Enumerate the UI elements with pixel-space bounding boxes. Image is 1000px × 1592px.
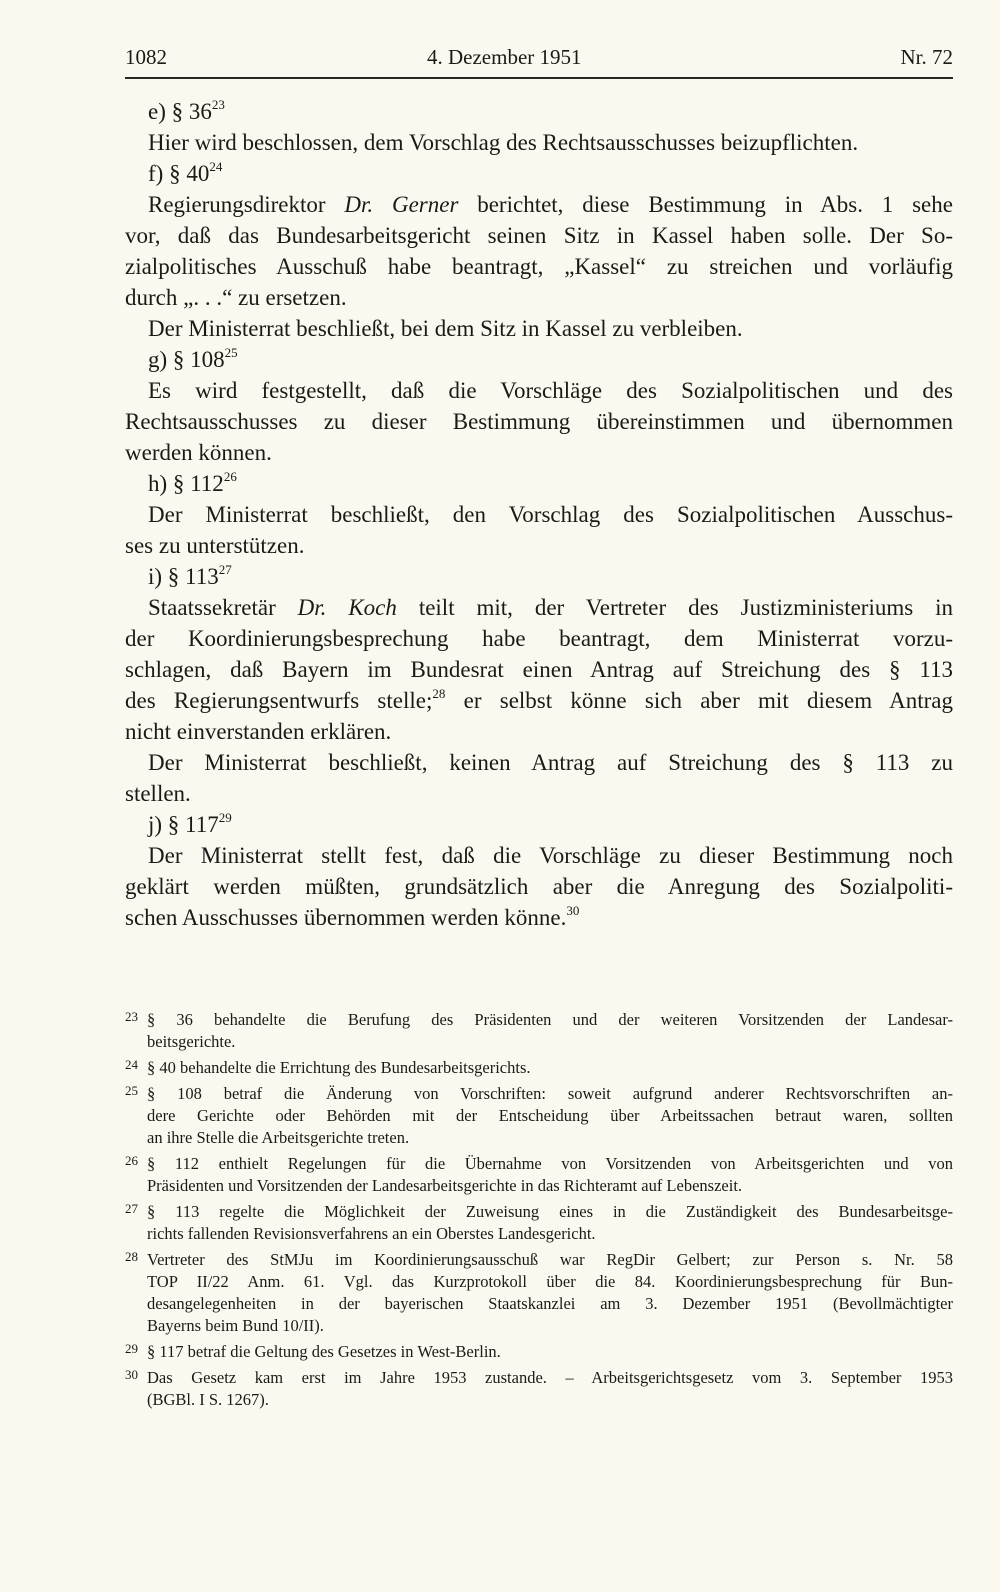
section-heading-h: h) § $112^{26}$ [148,469,237,496]
text-line: werden können. [125,440,272,465]
text-line: Staatssekretär Dr. Koch teilt mit, der Vertreter des Justizministeriums in [148,595,953,620]
footnote [125,1367,953,1411]
footnote-number: 23 [125,1009,138,1024]
person-name: Dr. Koch [297,595,397,620]
person-name: Dr. Gerner [344,192,459,217]
footnote-ref: 27 [218,562,232,578]
footnote-line: beitsgerichte. [147,1032,236,1051]
text-line: durch „. . .“ zu ersetzen. [125,285,347,310]
footnote-line: § 108 betraf die Änderung von Vorschriften: soweit aufgrund anderer Rechtsvorschriften an- [147,1084,953,1103]
footnote-line: TOP II/22 Anm. 61. Vgl. das Kurzprotokoll über die 84. Koordinierungsbesprechung für Bun- [147,1272,953,1291]
section-heading-j: j) § $117^{29}$ [148,810,232,837]
section-heading-e: e) § $36^{23}$ [148,97,225,124]
footnote-number: 25 [125,1083,138,1098]
footnote-number: 27 [125,1201,138,1216]
footnote [125,1153,953,1197]
main-text [125,96,953,933]
text-line: nicht einverstanden erklären. [125,719,392,744]
footnote [125,1057,953,1079]
text-line: vor, daß das Bundesarbeitsgericht seinen Sitz in Kassel haben solle. Der So- [125,223,953,248]
footnote-ref: 26 [223,469,237,485]
footnote-line: § 112 enthielt Regelungen für die Übernahme von Vorsitzenden von Arbeitsgerichten und von [147,1154,953,1173]
page-number: 1082 [125,45,167,69]
text-line: Der Ministerrat stellt fest, daß die Vorschläge zu dieser Bestimmung noch [148,843,953,868]
text-line: Regierungsdirektor Dr. Gerner berichtet, diese Bestimmung in Abs. 1 sehe [148,192,953,217]
footnote [125,1009,953,1053]
header-document-number: Nr. 72 [900,45,953,69]
section-heading-f: f) § $40^{24}$ [148,159,223,186]
footnote-ref: 25 [224,345,238,361]
footnote-line: desangelegenheiten in der bayerischen Staatskanzlei am 3. Dezember 1951 (Bevollmächtigter [147,1294,953,1313]
footnote [125,1083,953,1149]
text-line: Hier wird beschlossen, dem Vorschlag des Rechtsausschusses beizupflichten. [148,130,859,155]
footnote [125,1341,953,1363]
footnote-line: § 40 behandelte die Errichtung des Bundesarbeitsgerichts. [147,1058,531,1077]
footnote-line: richts fallenden Revisionsverfahrens an ein Oberstes Landesgericht. [147,1224,596,1243]
text-line: stellen. [125,781,191,806]
footnote-number: 28 [125,1249,138,1264]
footnote-ref: 28 [432,686,446,702]
text-line: zialpolitisches Ausschuß habe beantragt, „Kassel“ zu streichen und vorläufig [125,254,953,279]
text-line: ses zu unterstützen. [125,533,305,558]
header-rule [125,77,953,79]
header-date: 4. Dezember 1951 [427,45,582,69]
text-line: Es wird festgestellt, daß die Vorschläge des Sozialpolitischen und des [148,378,953,403]
footnote-ref: 23 [211,97,225,113]
text-line: Rechtsausschusses zu dieser Bestimmung übereinstimmen und übernommen [125,409,953,434]
footnote-ref: 30 [566,903,580,919]
footnote [125,1201,953,1245]
text-line: schlagen, daß Bayern im Bundesrat einen Antrag auf Streichung des § 113 [125,657,953,682]
footnote-line: § 117 betraf die Geltung des Gesetzes in West-Berlin. [147,1342,501,1361]
text-line: des Regierungsentwurfs stelle;$^{28}$ er selbst könne sich aber mit diesem Antrag [125,686,953,713]
text-line: schen Ausschusses übernommen werden könne.$^{30}$ [125,903,580,930]
running-header [125,42,953,72]
footnote-line: dere Gerichte oder Behörden mit der Entscheidung über Arbeitssachen betraut waren, sollten [147,1106,953,1125]
text-line: Der Ministerrat beschließt, bei dem Sitz in Kassel zu verbleiben. [148,316,743,341]
section-heading-g: g) § $108^{25}$ [148,345,238,372]
section-heading-i: i) § $113^{27}$ [148,562,232,589]
footnote-number: 29 [125,1341,138,1356]
text-line: Der Ministerrat beschließt, keinen Antrag auf Streichung des § 113 zu [148,750,953,775]
footnote-line: an ihre Stelle die Arbeitsgerichte treten. [147,1128,410,1147]
footnote-line: (BGBl. I S. 1267). [147,1390,269,1409]
footnote-ref: 24 [209,159,223,175]
footnote-line: Vertreter des StMJu im Koordinierungsausschuß war RegDir Gelbert; zur Person s. Nr. 58 [147,1250,953,1269]
text-line: Der Ministerrat beschließt, den Vorschlag des Sozialpolitischen Ausschus- [148,502,953,527]
footnote-number: 24 [125,1057,138,1072]
footnote-line: § 36 behandelte die Berufung des Präsidenten und der weiteren Vorsitzenden der Landesar- [147,1010,953,1029]
footnote-line: § 113 regelte die Möglichkeit der Zuweisung eines in die Zuständigkeit des Bundesarbeitsge- [147,1202,953,1221]
footnote-line: Präsidenten und Vorsitzenden der Landesarbeitsgerichte in das Richteramt auf Lebenszeit. [147,1176,743,1195]
footnote [125,1249,953,1337]
footnotes [125,1009,953,1415]
footnote-number: 26 [125,1153,138,1168]
text-line: geklärt werden müßten, grundsätzlich aber die Anregung des Sozialpoliti- [125,874,953,899]
footnote-line: Das Gesetz kam erst im Jahre 1953 zustande. – Arbeitsgerichtsgesetz vom 3. September 1953 [147,1368,953,1387]
footnote-line: Bayerns beim Bund 10/II). [147,1316,324,1335]
footnote-number: 30 [125,1367,138,1382]
footnote-ref: 29 [218,810,232,826]
text-line: der Koordinierungsbesprechung habe beantragt, dem Ministerrat vorzu- [125,626,953,651]
